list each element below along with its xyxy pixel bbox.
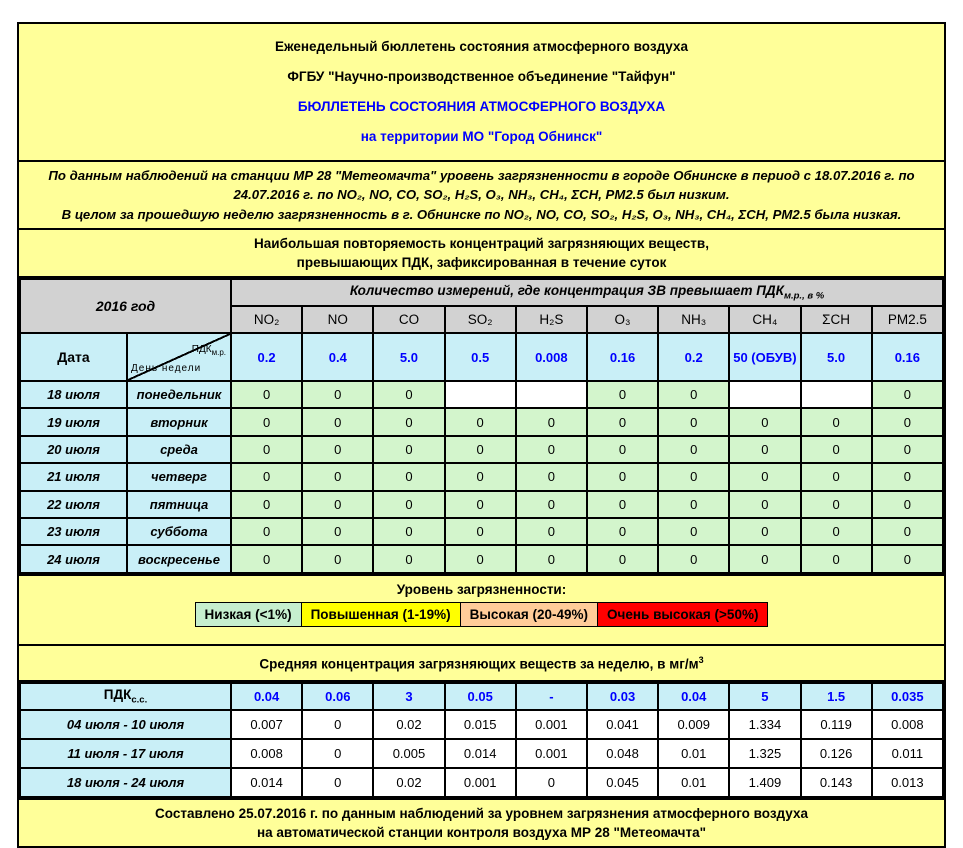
bulletin-document (17, 22, 946, 848)
pdk-ss-value: 0.035 (872, 683, 943, 710)
avg-value-cell: 0.01 (658, 768, 729, 797)
value-cell: 0 (587, 463, 658, 490)
pdk-ss-value: 5 (729, 683, 800, 710)
pdk-ss-value: 0.05 (445, 683, 516, 710)
value-cell: 0 (373, 381, 444, 408)
table-row (20, 545, 943, 572)
day-cell: суббота (127, 518, 231, 545)
value-cell: 0 (729, 491, 800, 518)
value-cell: 0 (658, 491, 729, 518)
pdk-mr-value: 5.0 (801, 333, 872, 381)
value-cell (729, 381, 800, 408)
avg-value-cell: 0.126 (801, 739, 872, 768)
value-cell: 0 (231, 436, 302, 463)
value-cell: 0 (729, 463, 800, 490)
value-cell: 0 (302, 545, 373, 572)
period-cell: 11 июля - 17 июля (20, 739, 231, 768)
avg-value-cell: 0.048 (587, 739, 658, 768)
avg-value-cell: 0.008 (872, 710, 943, 739)
value-cell: 0 (658, 518, 729, 545)
date-cell: 18 июля (20, 381, 127, 408)
value-cell: 0 (516, 545, 587, 572)
value-cell: 0 (872, 518, 943, 545)
value-cell: 0 (658, 436, 729, 463)
table-row (20, 436, 943, 463)
value-cell: 0 (872, 463, 943, 490)
value-cell: 0 (587, 545, 658, 572)
pdk-mr-value: 50 (ОБУВ) (729, 333, 800, 381)
pollutant-header-co: CO (373, 306, 444, 333)
value-cell: 0 (445, 436, 516, 463)
pdk-ss-value: 3 (373, 683, 444, 710)
value-cell: 0 (231, 408, 302, 435)
pdk-mr-value: 0.16 (872, 333, 943, 381)
avg-value-cell: 0.001 (516, 739, 587, 768)
value-cell: 0 (302, 436, 373, 463)
value-cell: 0 (587, 436, 658, 463)
value-cell: 0 (872, 545, 943, 572)
value-cell: 0 (373, 518, 444, 545)
pdk-mr-value: 0.008 (516, 333, 587, 381)
avg-value-cell: 0 (516, 768, 587, 797)
avg-value-cell: 0.01 (658, 739, 729, 768)
summary-sentence-1: По данным наблюдений на станции МР 28 "Метеомачта" уровень загрязненности в городе Обнинске в период с 18.07.2016 г. по 24.07.2016 г. по NO₂, NO, CO, SO₂, H₂S, O₃, NH₃, CH₄, ΣCH, PM2.5 был низким. (48, 168, 915, 202)
avg-value-cell: 0.02 (373, 768, 444, 797)
pdk-mr-value: 0.16 (587, 333, 658, 381)
value-cell: 0 (872, 408, 943, 435)
value-cell: 0 (445, 463, 516, 490)
legend-row (19, 602, 944, 627)
avg-value-cell: 0.119 (801, 710, 872, 739)
day-cell: четверг (127, 463, 231, 490)
value-cell: 0 (729, 518, 800, 545)
diagonal-weekday-label: День недели (131, 363, 202, 374)
weekly-average-table (19, 682, 944, 798)
value-cell: 0 (373, 408, 444, 435)
date-cell: 21 июля (20, 463, 127, 490)
value-cell: 0 (373, 463, 444, 490)
avg-value-cell: 0.005 (373, 739, 444, 768)
table-row (20, 381, 943, 408)
pollutant-header-pm25: PM2.5 (872, 306, 943, 333)
measurements-title-text: Количество измерений, где концентрация ЗВ превышает ПДК (349, 283, 784, 299)
date-cell: 20 июля (20, 436, 127, 463)
footer-line2: на автоматической станции контроля воздуха МР 28 "Метеомачта" (256, 825, 707, 841)
measurements-title-cell (231, 279, 943, 306)
value-cell: 0 (729, 436, 800, 463)
pdk-mr-value: 0.4 (302, 333, 373, 381)
value-cell: 0 (231, 491, 302, 518)
avg-value-cell: 0 (302, 739, 373, 768)
avg-value-cell: 0 (302, 768, 373, 797)
summary-paragraph (19, 160, 944, 228)
value-cell: 0 (231, 545, 302, 572)
avg-value-cell: 0.001 (445, 768, 516, 797)
value-cell: 0 (373, 491, 444, 518)
table-row (20, 408, 943, 435)
avg-value-cell: 1.409 (729, 768, 800, 797)
value-cell: 0 (587, 408, 658, 435)
value-cell: 0 (302, 491, 373, 518)
organization-name: ФГБУ "Научно-производственное объединение "Тайфун" (287, 68, 676, 84)
avg-value-cell: 0.014 (445, 739, 516, 768)
value-cell (516, 381, 587, 408)
avg-value-cell: 0.008 (231, 739, 302, 768)
value-cell: 0 (872, 381, 943, 408)
avg-value-cell: 0.013 (872, 768, 943, 797)
pollutant-header-h2s: H₂S (516, 306, 587, 333)
period-cell: 04 июля - 10 июля (20, 710, 231, 739)
value-cell: 0 (231, 463, 302, 490)
value-cell: 0 (801, 491, 872, 518)
value-cell: 0 (587, 381, 658, 408)
day-cell: вторник (127, 408, 231, 435)
value-cell: 0 (373, 545, 444, 572)
measurements-title-subscript: м.р., в % (783, 290, 825, 302)
pdk-ss-value: 1.5 (801, 683, 872, 710)
avg-value-cell: 1.325 (729, 739, 800, 768)
exceedance-table (19, 278, 944, 574)
legend-item-elevated: Повышенная (1-19%) (301, 602, 461, 627)
diagonal-split-cell (127, 333, 231, 381)
year-header-cell: 2016 год (20, 279, 231, 333)
value-cell: 0 (231, 381, 302, 408)
pollutant-header-so2: SO₂ (445, 306, 516, 333)
pollutant-header-no2: NO₂ (231, 306, 302, 333)
pdk-ss-value: 0.04 (231, 683, 302, 710)
table-row (20, 463, 943, 490)
pollutant-header-nh3: NH₃ (658, 306, 729, 333)
avg-value-cell: 0.045 (587, 768, 658, 797)
pdk-mr-value: 0.5 (445, 333, 516, 381)
value-cell: 0 (587, 491, 658, 518)
value-cell: 0 (516, 518, 587, 545)
avg-value-cell: 0 (302, 710, 373, 739)
pdk-mr-value: 5.0 (373, 333, 444, 381)
day-cell: пятница (127, 491, 231, 518)
day-cell: понедельник (127, 381, 231, 408)
value-cell: 0 (801, 463, 872, 490)
value-cell: 0 (658, 545, 729, 572)
date-cell: 22 июля (20, 491, 127, 518)
exceedance-table-wrap (19, 276, 944, 574)
pdk-ss-value: - (516, 683, 587, 710)
pdk-ss-value: 0.03 (587, 683, 658, 710)
legend-item-very-high: Очень высокая (>50%) (597, 602, 768, 627)
compiled-footer (19, 798, 944, 846)
table-row (20, 739, 943, 768)
value-cell: 0 (302, 463, 373, 490)
value-cell: 0 (729, 545, 800, 572)
value-cell: 0 (516, 463, 587, 490)
exceedance-title-line1: Наибольшая повторяемость концентраций загрязняющих веществ, (254, 236, 709, 251)
value-cell: 0 (872, 491, 943, 518)
exceedance-section-title (19, 228, 944, 276)
value-cell: 0 (658, 463, 729, 490)
value-cell (445, 381, 516, 408)
value-cell: 0 (516, 408, 587, 435)
legend-title: Уровень загрязненности: (396, 581, 567, 597)
value-cell: 0 (516, 436, 587, 463)
pdk-ss-value: 0.04 (658, 683, 729, 710)
date-cell: 19 июля (20, 408, 127, 435)
pollutant-header-o3: O₃ (587, 306, 658, 333)
avg-value-cell: 0.041 (587, 710, 658, 739)
value-cell: 0 (658, 381, 729, 408)
bulletin-header (19, 24, 944, 160)
day-cell: среда (127, 436, 231, 463)
avg-value-cell: 0.014 (231, 768, 302, 797)
pollutant-header-no: NO (302, 306, 373, 333)
date-cell: 23 июля (20, 518, 127, 545)
value-cell: 0 (302, 381, 373, 408)
date-column-header: Дата (20, 333, 127, 381)
avg-value-cell: 0.009 (658, 710, 729, 739)
value-cell: 0 (302, 408, 373, 435)
value-cell: 0 (302, 518, 373, 545)
avg-value-cell: 0.007 (231, 710, 302, 739)
pollutant-header-sch: ΣCH (801, 306, 872, 333)
pdk-mr-value: 0.2 (658, 333, 729, 381)
value-cell: 0 (801, 408, 872, 435)
avg-value-cell: 0.143 (801, 768, 872, 797)
table-row (20, 491, 943, 518)
value-cell: 0 (445, 491, 516, 518)
table-row (20, 518, 943, 545)
value-cell: 0 (872, 436, 943, 463)
value-cell: 0 (516, 491, 587, 518)
avg-value-cell: 0.015 (445, 710, 516, 739)
value-cell (801, 381, 872, 408)
period-cell: 18 июля - 24 июля (20, 768, 231, 797)
weekly-average-table-wrap (19, 680, 944, 798)
legend-item-low: Низкая (<1%) (195, 602, 302, 627)
pdk-ss-header-cell: $ПДК_{с.с.}$ (20, 683, 231, 710)
weekly-average-title (19, 644, 944, 681)
avg-value-cell: 0.02 (373, 710, 444, 739)
avg-value-cell: 0.011 (872, 739, 943, 768)
bulletin-territory: на территории МО "Город Обнинск" (360, 128, 603, 144)
value-cell: 0 (445, 545, 516, 572)
value-cell: 0 (801, 518, 872, 545)
weekly-average-title-superscript: 3 (698, 654, 704, 665)
bulletin-title-weekly: Еженедельный бюллетень состояния атмосферного воздуха (274, 38, 688, 54)
value-cell: 0 (373, 436, 444, 463)
value-cell: 0 (801, 436, 872, 463)
avg-value-cell: 1.334 (729, 710, 800, 739)
pdk-mr-value: 0.2 (231, 333, 302, 381)
avg-value-cell: 0.001 (516, 710, 587, 739)
pollution-level-legend (19, 574, 944, 644)
value-cell: 0 (729, 408, 800, 435)
value-cell: 0 (445, 518, 516, 545)
diagonal-pdk-label: $ПДК_{м.р.}$ (191, 344, 226, 357)
value-cell: 0 (445, 408, 516, 435)
value-cell: 0 (231, 518, 302, 545)
value-cell: 0 (658, 408, 729, 435)
summary-sentence-2: В целом за прошедшую неделю загрязненность в г. Обнинске по NO₂, NO, CO, SO₂, H₂S, O₃, NH₃, CH₄, ΣCH, PM2.5 была низкая. (61, 207, 902, 222)
weekly-average-title-text: Средняя концентрация загрязняющих веществ за неделю, в мг/м (259, 656, 699, 672)
footer-line1: Составлено 25.07.2016 г. по данным наблюдений за уровнем загрязнения атмосферного воздуха (155, 806, 808, 822)
day-cell: воскресенье (127, 545, 231, 572)
table-row (20, 710, 943, 739)
exceedance-title-line2: превышающих ПДК, зафиксированная в течение суток (296, 255, 667, 270)
date-cell: 24 июля (20, 545, 127, 572)
bulletin-main-title: БЮЛЛЕТЕНЬ СОСТОЯНИЯ АТМОСФЕРНОГО ВОЗДУХА (297, 98, 666, 114)
value-cell: 0 (801, 545, 872, 572)
pollutant-header-ch4: CH₄ (729, 306, 800, 333)
table-row (20, 768, 943, 797)
value-cell: 0 (587, 518, 658, 545)
pdk-ss-value: 0.06 (302, 683, 373, 710)
legend-item-high: Высокая (20-49%) (460, 602, 598, 627)
